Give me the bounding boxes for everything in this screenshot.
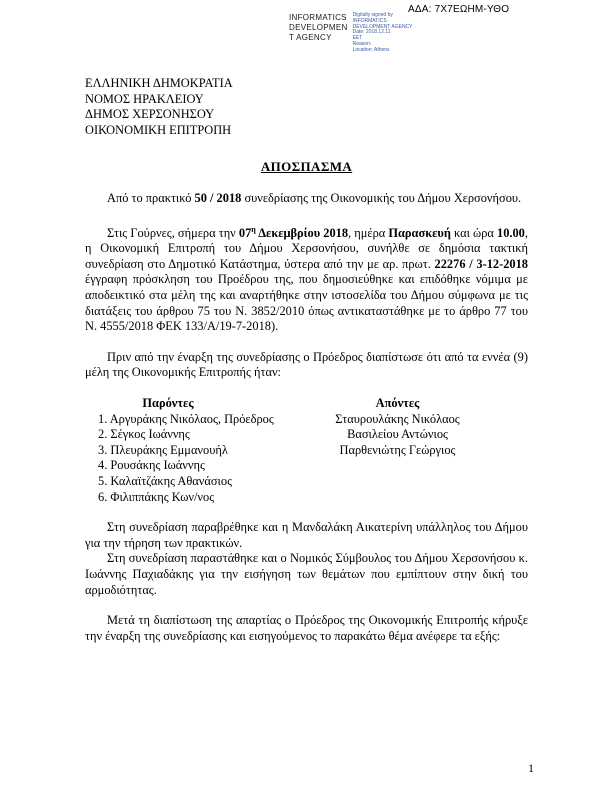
session-weekday: Παρασκευή bbox=[388, 225, 451, 240]
absent-member: Βασιλείου Αντώνιος bbox=[347, 427, 448, 442]
invitation-protocol-number: 22276 / 3-12-2018 bbox=[434, 256, 529, 271]
absent-header: Απόντες bbox=[375, 396, 420, 411]
paragraph-legal-advisor: Στη συνεδρίαση παραστάθηκε και ο Νομικός Σύμβουλος του Δήμου Χερσονήσου κ. Ιωάννης Παχιαδάκης για την εισήγηση των θεμάτων που εμπίπτουν στην δική του αρμοδιότητας. bbox=[85, 551, 528, 597]
paragraph-session-details bbox=[85, 222, 528, 335]
paragraph-minutes-ref bbox=[85, 191, 528, 207]
date-day: 07 bbox=[238, 225, 252, 240]
letterhead-line-republic: ΕΛΛΗΝΙΚΗ ΔΗΜΟΚΡΑΤΙΑ bbox=[85, 76, 233, 90]
text-segment: , η Οικονομική Επιτροπή του Δήμου Χερσονήσου, συνήλθε σε δημόσια τακτική συνεδρίαση στο Δημοτικό Κατάστημα, ύστερα από την με αρ. πρωτ. bbox=[85, 225, 528, 271]
letterhead bbox=[85, 76, 528, 138]
session-date bbox=[239, 226, 348, 240]
present-member: 4. Ρουσάκης Ιωάννης bbox=[98, 458, 205, 473]
text-segment: έγγραφη πρόσκληση του Προέδρου της, που δημοσιεύθηκε και επιδόθηκε νόμιμα με αποδεικτικό στα μέλη της και αναρτήθηκε στην ιστοσελίδα του Δήμου σύμφωνα με τις διατάξεις του άρθρου 75 του Ν. 3852/2010 όπως αντικαταστάθηκε με το άρθρο 77 του Ν. 4555/2018 ΦΕΚ 133/Α/19-7-2018). bbox=[85, 272, 528, 334]
text-segment: και ώρα bbox=[450, 225, 497, 240]
stamp-signature-line: EET bbox=[352, 35, 363, 42]
present-member: 2. Σέγκος Ιωάννης bbox=[98, 427, 190, 442]
ada-number: ΑΔΑ: 7Χ7ΕΩΗΜ-ΥΘΟ bbox=[408, 4, 510, 15]
stamp-signature-line: Location: Athens bbox=[352, 46, 390, 53]
attendance-columns bbox=[85, 396, 528, 505]
stamp-agency-line: DEVELOPMEN bbox=[289, 23, 348, 32]
date-month-year: Δεκεμβρίου 2018 bbox=[255, 225, 349, 240]
document-content bbox=[85, 76, 528, 644]
minutes-number: 50 / 2018 bbox=[194, 190, 242, 205]
text-segment: Από το πρακτικό bbox=[107, 190, 195, 205]
absent-column bbox=[305, 396, 490, 505]
present-column bbox=[85, 396, 305, 505]
stamp-signature-line: INFORMATICS bbox=[352, 17, 387, 24]
stamp-signature-line: Reason: bbox=[352, 40, 372, 47]
stamp-signature-line: Digitally signed by bbox=[352, 12, 393, 18]
stamp-signature-details bbox=[353, 13, 413, 54]
document-title: ΑΠΟΣΠΑΣΜΑ bbox=[260, 159, 353, 175]
stamp-signature-line: Date: 2018.12.11 bbox=[352, 29, 391, 36]
text-segment: Στις Γούρνες, σήμερα την bbox=[107, 225, 239, 240]
text-segment: , ημέρα bbox=[348, 225, 389, 240]
present-header: Παρόντες bbox=[142, 396, 194, 411]
absent-member: Σταυρουλάκης Νικόλαος bbox=[335, 411, 460, 426]
present-member: 5. Καλαϊτζάκης Αθανάσιος bbox=[98, 474, 232, 488]
letterhead-line-committee: ΟΙΚΟΝΟΜΙΚΗ ΕΠΙΤΡΟΠΗ bbox=[85, 122, 232, 137]
date-ordinal: η bbox=[251, 224, 256, 234]
stamp-signature-line: DEVELOPMENT AGENCY bbox=[352, 23, 413, 30]
letterhead-line-prefecture: ΝΟΜΟΣ ΗΡΑΚΛΕΙΟΥ bbox=[85, 91, 204, 106]
paragraph-session-opening: Μετά τη διαπίστωση της απαρτίας ο Πρόεδρος της Οικονομικής Επιτροπής κήρυξε την έναρξη της συνεδρίασης και εισηγούμενος το παρακάτω θέμα ανέφερε τα εξής: bbox=[85, 613, 528, 643]
session-time: 10.00 bbox=[497, 225, 525, 240]
stamp-agency-line: T AGENCY bbox=[289, 33, 332, 42]
present-member: 6. Φιλιππάκης Κων/νος bbox=[98, 489, 215, 504]
paragraph-secretary: Στη συνεδρίαση παραβρέθηκε και η Μανδαλάκη Αικατερίνη υπάλληλος του Δήμου για την τήρηση των πρακτικών. bbox=[85, 520, 528, 550]
digital-signature-stamp bbox=[289, 13, 413, 54]
letterhead-line-municipality: ΔΗΜΟΣ ΧΕΡΣΟΝΗΣΟΥ bbox=[85, 107, 215, 122]
present-member: 3. Πλευράκης Εμμανουήλ bbox=[98, 442, 228, 457]
page-number: 1 bbox=[528, 761, 534, 775]
text-segment: συνεδρίασης της Οικονομικής του Δήμου Χερσονήσου. bbox=[241, 190, 522, 205]
absent-member: Παρθενιώτης Γεώργιος bbox=[339, 442, 456, 457]
paragraph-quorum-intro: Πριν από την έναρξη της συνεδρίασης ο Πρόεδρος διαπίστωσε ότι από τα εννέα (9) μέλη της Οικονομικής Επιτροπής ήταν: bbox=[85, 349, 528, 380]
stamp-agency-name bbox=[289, 13, 348, 43]
present-member: 1. Αργυράκης Νικόλαος, Πρόεδρος bbox=[98, 411, 274, 426]
stamp-agency-line: INFORMATICS bbox=[289, 13, 347, 22]
